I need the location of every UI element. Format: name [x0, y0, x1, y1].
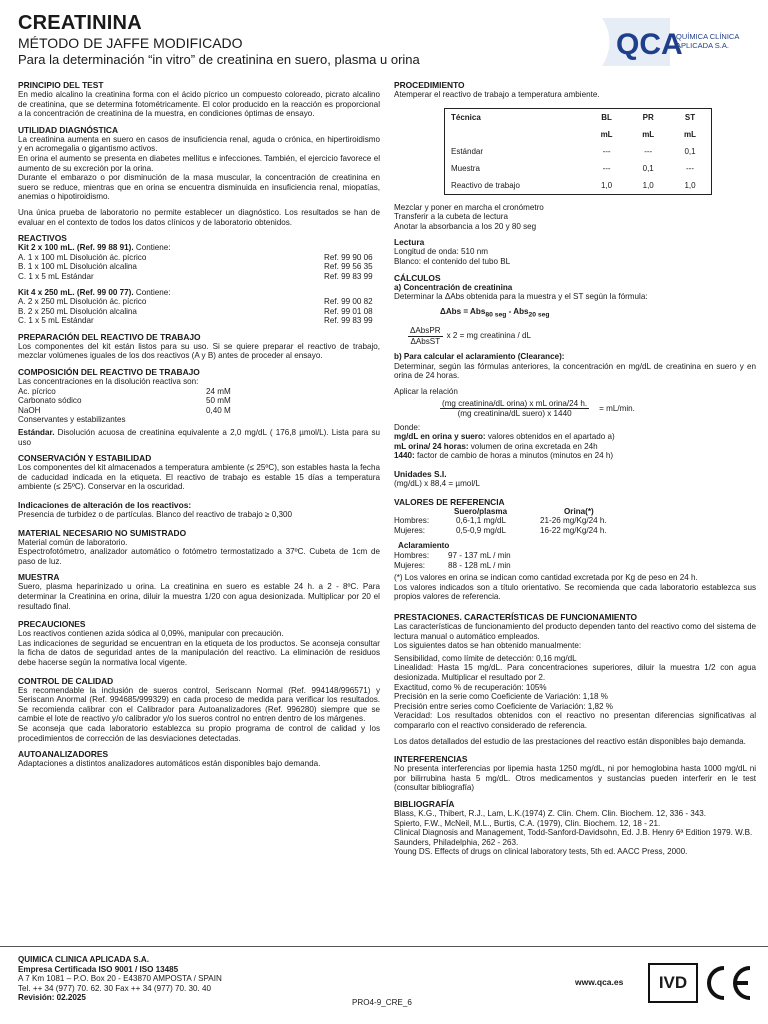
bibliografia-item: Spierto, F.W., McNeil, M.L., Burtis, C.A. (1979), Clin. Biochem. 12, 18 - 21. [394, 818, 661, 828]
table-cell: 0,1 [642, 163, 654, 173]
ivd-mark: IVD [648, 963, 698, 1003]
kit-item-name: B. 2 x 250 mL Disolución alcalina [18, 306, 137, 316]
donde-desc: factor de cambio de horas a minutos (minutos en 24 h) [414, 451, 614, 461]
donde-item [394, 442, 756, 452]
estandar-text [18, 428, 380, 447]
kit-item-name: A. 1 x 100 mL Disolución ác. pícrico [18, 252, 147, 262]
composicion-extra: Conservantes y estabilizantes [18, 415, 126, 425]
valores-row [394, 526, 756, 536]
footer-revision: Revisión: 02.2025 [18, 993, 86, 1003]
kit-item [18, 297, 380, 307]
logo-lettering: QCA [616, 28, 683, 61]
lectura-text: Longitud de onda: 510 nm [394, 247, 489, 257]
formula-clearance [440, 399, 756, 419]
utilidad-paragraph: En orina el aumento se presenta en diabetes mellitus e infecciones. También, el ejercicio favorece el aumento de su excreción por la orina. [18, 153, 380, 173]
formula-subscript: 80 seg [485, 311, 507, 319]
formula-subscript: 20 seg [528, 311, 550, 319]
si-heading: Unidades S.I. [394, 469, 447, 480]
composicion-value: 24 mM [206, 386, 231, 396]
procedimiento-heading: PROCEDIMIENTO [394, 80, 465, 90]
prestaciones-item: Linealidad: Hasta 15 mg/dL. Para concentraciones superiores, diluir la muestra 1/2 con agua desionizada. Multiplicar el resultado por 2. [394, 663, 756, 682]
prestaciones-item: Precisión en la serie como Coeficiente de Variación: 1,18 % [394, 692, 608, 702]
donde-label: Donde: [394, 422, 421, 432]
company-name [676, 32, 739, 50]
valores-header-row [394, 507, 756, 517]
conservacion-heading: CONSERVACIÓN Y ESTABILIDAD [18, 453, 152, 464]
prestaciones-text: Los siguientes datos se han obtenido manualmente: [394, 641, 582, 651]
si-text: (mg/dL) x 88,4 = µmol/L [394, 479, 480, 489]
material-text: Material común de laboratorio. [18, 537, 128, 547]
table-cell: --- [602, 163, 611, 173]
principio-heading: PRINCIPIO DEL TEST [18, 80, 104, 90]
donde-desc: valores obtenidos en el apartado a) [485, 432, 615, 442]
purpose-subtitle: Para la determinación “in vitro” de creatinina en suero, plasma u orina [18, 52, 420, 67]
donde-term: mL orina/ 24 horas: [394, 441, 469, 451]
kit-item [18, 262, 380, 272]
table-cell: 0,1 [684, 146, 696, 156]
autoanalizadores-text: Adaptaciones a distintos analizadores automáticos están disponibles bajo demanda. [18, 759, 321, 769]
valores-orina: 16-22 mg/Kg/24 h. [540, 525, 607, 535]
prestaciones-heading: PRESTACIONES. CARACTERÍSTICAS DE FUNCIONAMIENTO [394, 612, 638, 623]
table-cell: Reactivo de trabajo [451, 180, 520, 190]
donde-term: mg/dL en orina y suero: [394, 432, 486, 442]
donde-term: 1440: [394, 451, 415, 461]
footer-company: QUIMICA CLINICA APLICADA S.A. [18, 955, 149, 964]
calc-b-heading: b) Para calcular el aclaramiento (Clearance): [394, 352, 565, 362]
formula-part: - Abs [506, 306, 529, 316]
kit-item [18, 272, 380, 282]
footer-phone: Tel. ++ 34 (977) 70. 62. 30 Fax ++ 34 (977) 70. 30. 40 [18, 983, 212, 993]
table-row [445, 177, 712, 195]
material-heading: MATERIAL NECESARIO NO SUMISTRADO [18, 527, 187, 538]
donde-item [394, 451, 756, 461]
valores-col-header: Orina(*) [564, 506, 594, 516]
ce-mark-icon [702, 962, 754, 1004]
kit-item [18, 316, 380, 326]
composicion-name: Ac. pícrico [18, 386, 56, 396]
kit-item [18, 307, 380, 317]
composicion-name: NaOH [18, 405, 41, 415]
composicion-item [18, 396, 380, 406]
composicion-name: Carbonato sódico [18, 396, 82, 406]
precauciones-heading: PRECAUCIONES [18, 619, 86, 630]
aclaramiento-row [394, 551, 756, 561]
valores-col-header: Suero/plasma [454, 506, 508, 516]
bibliografia-item: Young DS. Effects of drugs on clinical laboratory tests, 5th ed. AACC Press, 2000. [394, 847, 688, 857]
formula-fraction [440, 399, 589, 419]
composicion-value: 50 mM [206, 396, 231, 406]
company-name-line2: APLICADA S.A. [676, 41, 729, 50]
valores-row [394, 516, 756, 526]
indicaciones-heading: Indicaciones de alteración de los reactivos: [18, 500, 192, 510]
kit-item [18, 253, 380, 263]
table-header: Técnica [451, 112, 481, 122]
aclaramiento-label: Hombres: [394, 551, 430, 561]
conservacion-text: Los componentes del kit almacenados a temperatura ambiente (≤ 25ºC), son estables hasta la fecha de caducidad indicada en la etiqueta. El reactivo de trabajo es estable 15 días a temperatura ambiente (≤ 25ºC). Conservar en la oscuridad. [18, 463, 380, 492]
table-unit: mL [642, 129, 655, 139]
procedimiento-intro: Atemperar el reactivo de trabajo a temperatura ambiente. [394, 90, 600, 99]
reactivos-heading: REACTIVOS [18, 233, 67, 244]
kit-item-name: A. 2 x 250 mL Disolución ác. pícrico [18, 297, 147, 307]
donde-item [394, 432, 756, 442]
donde-desc: volumen de orina excretada en 24h [468, 441, 598, 451]
control-heading: CONTROL DE CALIDAD [18, 675, 114, 686]
material-text: Espectrofotómetro, analizador automático o fotómetro termostatizado a 37ºC. Cubeta de 1cm de paso de luz. [18, 547, 380, 566]
table-unit: mL [600, 129, 613, 139]
prestaciones-item: Veracidad: Los resultados obtenidos con el reactivo no presentan diferencias significativas al compararlo con el reactivo considerado de referencia. [394, 711, 756, 730]
table-cell: Muestra [451, 163, 480, 173]
valores-note: Los valores indicados son a título orientativo. Se recomienda que cada laboratorio establezca sus propios valores de referencia. [394, 582, 756, 602]
kit-item-name: C. 1 x 5 mL Estándar [18, 271, 94, 281]
document-title: CREATININA [18, 12, 142, 34]
calc-a-heading: a) Concentración de creatinina [394, 282, 513, 292]
utilidad-paragraph: Durante el embarazo o por disminución de la masa muscular, la concentración de creatinina en suero se reduce, mientras que en orina se encuentra disminuida en insuficiencia renal, miopatías, anemias o hipotiroidismo. [18, 173, 380, 202]
estandar-label: Estándar. [18, 428, 55, 438]
muestra-heading: MUESTRA [18, 572, 60, 583]
table-cell: --- [686, 163, 694, 173]
kit-item-name: B. 1 x 100 mL Disolución alcalina [18, 262, 137, 272]
table-row [445, 143, 712, 160]
formula-denominator: (mg creatinina/dL suero) x 1440 [457, 409, 572, 419]
method-subtitle: MÉTODO DE JAFFE MODIFICADO [18, 35, 243, 51]
table-cell: 1,0 [684, 180, 696, 190]
preparacion-heading: PREPARACIÓN DEL REACTIVO DE TRABAJO [18, 331, 201, 342]
calc-a-text: Determinar la ΔAbs obtenida para la muestra y el ST según la fórmula: [394, 292, 648, 302]
procedure-step: Anotar la absorbancia a los 20 y 80 seg [394, 221, 537, 231]
kit1-name: Kit 2 x 100 mL. (Ref. 99 88 91). [18, 243, 134, 253]
aclaramiento-heading: Aclaramiento [398, 541, 450, 551]
table-cell: Estándar [451, 146, 484, 156]
kit-item-name: C. 1 x 5 mL Estándar [18, 316, 94, 326]
prestaciones-text: Los datos detallados del estudio de las prestaciones del reactivo están disponibles bajo demanda. [394, 736, 746, 746]
bibliografia-item: Blass, K.G., Thibert, R.J., Lam, L.K.(1974) Z. Clin. Chem. Clin. Biochem. 12, 336 - 343. [394, 808, 707, 818]
kit-item-ref: Ref. 99 90 06 [324, 252, 373, 262]
kit-item-ref: Ref. 99 83 99 [324, 316, 373, 326]
kit-item-ref: Ref. 99 56 35 [324, 262, 373, 272]
composicion-intro: Las concentraciones en la disolución reactiva son: [18, 377, 199, 387]
valores-orina: 21-26 mg/Kg/24 h. [540, 516, 607, 526]
procedure-step: Mezclar y poner en marcha el cronómetro [394, 202, 544, 212]
lectura-text: Blanco: el contenido del tubo BL [394, 256, 511, 266]
valores-heading: VALORES DE REFERENCIA [394, 496, 505, 507]
table-header: BL [601, 112, 612, 122]
valores-suero: 0,5-0,9 mg/dL [456, 525, 506, 535]
prestaciones-item: Precisión entre series como Coeficiente de Variación: 1,82 % [394, 701, 613, 711]
preparacion-text: Los componentes del kit están listos para su uso. Si se quiere preparar el reactivo de trabajo, mezclar volúmenes iguales de los dos reactivos (A y B) antes de proceder al ensayo. [18, 341, 380, 361]
formula-part: ΔAbs = Abs [440, 306, 486, 316]
precauciones-text: Las indicaciones de seguridad se encuentran en la etiqueta de los productos. Se aconseja consultar la ficha de datos de seguridad antes de la manipulación del reactivo. La eliminación de residuos debe hacerse según la normativa local vigente. [18, 638, 380, 667]
prestaciones-item: Sensibilidad, como límite de detección: 0,16 mg/dL [394, 653, 577, 663]
precauciones-text: Los reactivos contienen azida sódica al 0,09%, manipular con precaución. [18, 629, 284, 639]
composicion-value: 0,40 M [206, 405, 231, 415]
table-row [445, 160, 712, 177]
lectura-heading: Lectura [394, 237, 425, 248]
indicaciones-text: Presencia de turbidez o de partículas. Blanco del reactivo de trabajo ≥ 0,300 [18, 510, 292, 519]
utilidad-paragraph: Una única prueba de laboratorio no permite establecer un diagnóstico. Los resultados se han de evaluar en el contexto de todos los datos clínicos y de laboratorio obtenidos. [18, 207, 380, 227]
footer-company-info [18, 955, 222, 1003]
valores-suero: 0,6-1,1 mg/dL [456, 516, 506, 526]
formula-numerator: (mg creatinina/dL orina) x mL orina/24 h. [442, 398, 588, 408]
right-column [394, 80, 756, 857]
table-header-row [445, 108, 712, 126]
calc-b-text: Determinar, según las fórmulas anteriores, la concentración en mg/dL de creatinina en suero y en orina de 24 horas. [394, 361, 756, 381]
footer-address: A 7 Km 1081 – P.O. Box 20 - E43870 AMPOSTA / SPAIN [18, 974, 222, 984]
formula-result: = mL/min. [599, 403, 635, 413]
formula-fraction [408, 326, 443, 346]
autoanalizadores-heading: AUTOANALIZADORES [18, 749, 109, 760]
composicion-heading: COMPOSICIÓN DEL REACTIVO DE TRABAJO [18, 367, 200, 378]
table-header: ST [684, 112, 696, 122]
utilidad-paragraph: La creatinina aumenta en suero en casos de insuficiencia renal, aguda o crónica, en hipertiroidismo y en acromegalia o gigantismo activos. [18, 134, 380, 154]
principio-text: En medio alcalino la creatinina forma con el ácido pícrico un compuesto coloreado, picrato alcalino de creatinina, que se determina fotométricamente. El color producido en la reacción es proporcional a la concentración de creatinina de la muestra, en condiciones óptimas de ensayo. [18, 90, 380, 119]
document-code: PRO4-9_CRE_6 [352, 998, 412, 1007]
formula-numerator: ΔAbsPR [410, 325, 441, 335]
table-cell: --- [644, 146, 653, 156]
control-text: Es recomendable la inclusión de sueros control, Seriscann Normal (Ref. 994148/996571) y Seriscann Anormal (Ref. 994685/999329) en cada proceso de medida para verificar los resultados. Se recomienda calibrar con el Calibrador para Autoanalizadores (Ref. 996280) siempre que se cambie el lote de reactivo y/o calibrador y/o los sueros control no entren dentro de los márgenes. [18, 685, 380, 724]
valores-note: (*) Los valores en orina se indican como cantidad excretada por Kg de peso en 24 h. [394, 573, 698, 583]
company-name-line1: QUÍMICA CLÍNICA [676, 32, 740, 41]
relacion-text: Aplicar la relación [394, 386, 458, 396]
bibliografia-item: Clinical Diagnosis and Management, Todd-Sanford-Davidsohn, Ed. J.B. Henry 6ª Edition 1979. W.B. Saunders, Philadelphia, 262 - 263. [394, 828, 753, 847]
calculos-heading: CÁLCULOS [394, 272, 441, 283]
kit-item-ref: Ref. 99 83 99 [324, 271, 373, 281]
aclaramiento-label: Mujeres: [394, 560, 426, 570]
formula-result: x 2 = mg creatinina / dL [446, 331, 531, 341]
kit2-contiene: Contiene: [133, 287, 171, 297]
footer-divider [0, 946, 768, 947]
composicion-item [18, 387, 380, 397]
table-units-row [445, 126, 712, 143]
aclaramiento-row [394, 561, 756, 571]
aclaramiento-value: 97 - 137 mL / min [448, 551, 511, 561]
composicion-item [18, 406, 380, 416]
valores-label: Hombres: [394, 516, 430, 526]
control-text: Se aconseja que cada laboratorio establezca su propio programa de control de calidad y los procedimientos de corrección de las desviaciones detectadas. [18, 723, 380, 743]
formula-denominator: ΔAbsST [410, 336, 441, 346]
muestra-text: Suero, plasma heparinizado u orina. La creatinina en suero es estable 24 h. a 2 - 8ºC. Para determinar la Creatinina en orina, diluir la muestra 1/20 con agua desionizada. Multiplicar por 20 el resultado final. [18, 582, 380, 611]
valores-label: Mujeres: [394, 525, 426, 535]
estandar-desc: Disolución acuosa de creatinina equivalente a 2,0 mg/dL ( 176,8 µmol/L). Lista para su uso [18, 428, 380, 447]
kit-item-ref: Ref. 99 01 08 [324, 306, 373, 316]
procedure-step: Transferir a la cubeta de lectura [394, 212, 508, 222]
interferencias-text: No presenta interferencias por lipemia hasta 1250 mg/dL, ni por hemoglobina hasta 1000 mg/dL ni por bilirrubina hasta 5 mg/dL. Otros medicamentos y sustancias pueden interferir en le test (consultar bibliografía) [394, 764, 756, 793]
kit2-title [18, 288, 380, 298]
formula-delta-abs [440, 307, 756, 320]
kit2-name: Kit 4 x 250 mL. (Ref. 99 00 77). [18, 287, 134, 297]
table-cell: 1,0 [642, 180, 654, 190]
footer-cert: Empresa Certificada ISO 9001 / ISO 13485 [18, 964, 179, 974]
prestaciones-item: Exactitud, como % de recuperación: 105% [394, 682, 547, 692]
formula-concentration [408, 326, 756, 346]
prestaciones-text: Las características de funcionamiento del producto dependen tanto del reactivo como del sistema de lectura manual o automático empleados. [394, 622, 756, 641]
interferencias-heading: INTERFERENCIAS [394, 754, 468, 765]
table-unit [445, 126, 586, 143]
procedure-table [444, 108, 712, 195]
website-link[interactable]: www.qca.es [575, 977, 624, 987]
bibliografia-heading: BIBLIOGRAFÍA [394, 798, 455, 809]
kit1-title [18, 243, 380, 253]
kit1-contiene: Contiene: [133, 243, 171, 253]
table-cell: --- [602, 146, 611, 156]
kit-item-ref: Ref. 99 00 82 [324, 297, 373, 307]
table-header: PR [642, 112, 654, 122]
left-column [18, 80, 380, 769]
table-cell: 1,0 [601, 180, 613, 190]
table-unit: mL [684, 129, 696, 139]
utilidad-heading: UTILIDAD DIAGNÓSTICA [18, 124, 119, 135]
aclaramiento-value: 88 - 128 mL / min [448, 560, 511, 570]
